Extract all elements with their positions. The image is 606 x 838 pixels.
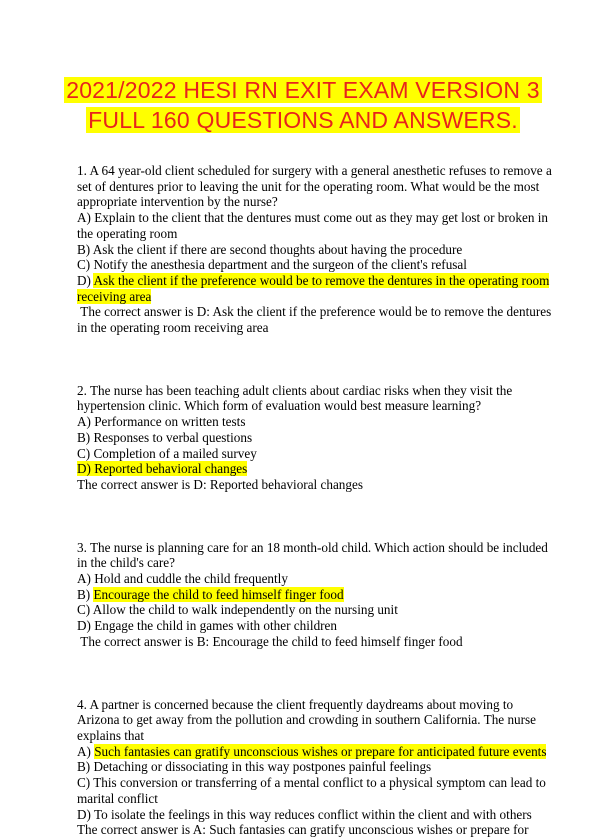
question-2 [77,383,557,493]
answer-line: The correct answer is D: Ask the client if the preference would be to remove the dentures in the operating room receiving area [77,304,555,336]
option-a: A) Performance on written tests [77,414,246,430]
option-b [77,587,557,603]
option-c: C) This conversion or transferring of a mental conflict to a physical symptom can lead to marital conflict [77,775,546,806]
title-line-2: FULL 160 QUESTIONS AND ANSWERS. [88,107,518,133]
option-d [77,273,557,304]
highlighted-correct-option: Such fantasies can gratify unconscious wishes or prepare for anticipated future events [94,743,547,759]
option-a: A) Hold and cuddle the child frequently [77,571,288,587]
highlighted-correct-option: Ask the client if the preference would be to remove the dentures in the operating room receiving area [77,272,550,304]
question-1 [77,163,557,336]
option-c: C) Notify the anesthesia department and the surgeon of the client's refusal [77,257,467,273]
document-title [0,75,606,135]
answer-line: The correct answer is A: Such fantasies can gratify unconscious wishes or prepare for [77,822,529,838]
option-b: B) Detaching or dissociating in this way postpones painful feelings [77,759,432,775]
highlighted-correct-option: Encourage the child to feed himself finger food [93,586,344,602]
option-c: C) Allow the child to walk independently on the nursing unit [77,602,398,618]
question-stem: 1. A 64 year-old client scheduled for surgery with a general anesthetic refuses to remove a set of dentures prior to leaving the unit for the operating room. What would be the most appropriate intervention by the nurse? [77,163,552,210]
questions-body [77,163,557,838]
option-d: D) Engage the child in games with other children [77,618,338,634]
question-stem: 4. A partner is concerned because the client frequently daydreams about moving to Arizona to get away from the pollution and crowding in southern California. The nurse explains that [77,696,537,743]
option-prefix: B) [77,586,94,602]
option-a [77,744,557,760]
highlighted-correct-option: D) Reported behavioral changes [77,461,248,477]
title-line-1: 2021/2022 HESI RN EXIT EXAM VERSION 3 [66,77,540,103]
answer-line: The correct answer is B: Encourage the child to feed himself finger food [77,633,463,649]
option-d: D) To isolate the feelings in this way reduces conflict within the client and with others [77,806,532,822]
question-3 [77,540,557,650]
option-c: C) Completion of a mailed survey [77,445,257,461]
question-4 [77,697,557,838]
option-a: A) Explain to the client that the dentures must come out as they may get lost or broken in the operating room [77,210,548,241]
option-prefix: A) [77,743,95,759]
option-b: B) Ask the client if there are second thoughts about having the procedure [77,241,463,257]
option-prefix: D) [77,272,94,288]
option-b: B) Responses to verbal questions [77,429,253,445]
option-d [77,461,557,477]
question-stem: 3. The nurse is planning care for an 18 month-old child. Which action should be included in the child's care? [77,539,548,571]
answer-line: The correct answer is D: Reported behavioral changes [77,476,363,492]
question-stem: 2. The nurse has been teaching adult clients about cardiac risks when they visit the hypertension clinic. Which form of evaluation would best measure learning? [77,382,513,414]
